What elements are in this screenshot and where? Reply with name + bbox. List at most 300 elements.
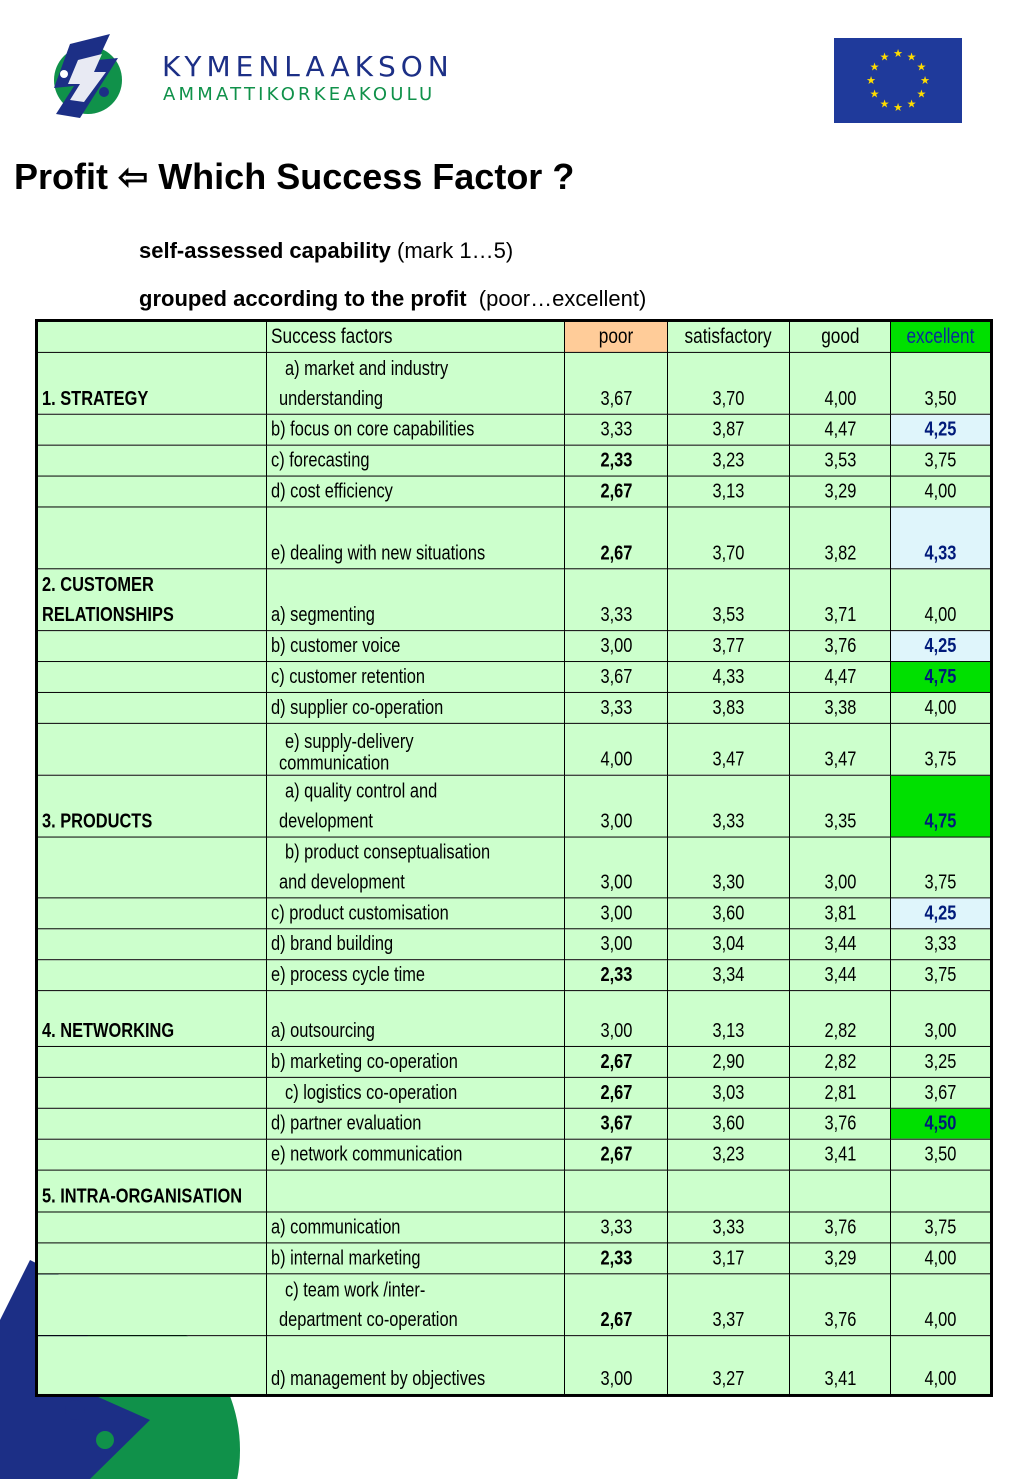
score-value: 3,29 [824, 1247, 856, 1270]
table-row [37, 775, 992, 837]
score-value: 3,81 [824, 902, 856, 925]
score-value: 3,47 [712, 748, 745, 771]
score-poor [565, 723, 668, 775]
success-factor-label: e) supply-delivery [285, 730, 414, 753]
score-value: 2,33 [600, 449, 632, 472]
score-value: 3,35 [824, 810, 856, 833]
table-row [37, 1077, 992, 1108]
score-excellent [891, 631, 992, 662]
eu-star-icon: ★ [906, 50, 917, 64]
score-satisfactory [668, 723, 790, 775]
score-satisfactory [668, 898, 790, 929]
score-value: 3,33 [600, 696, 632, 719]
success-factor-label: e) dealing with new situations [271, 542, 486, 565]
score-poor [565, 1170, 668, 1212]
score-excellent [891, 1139, 992, 1170]
eu-star-icon: ★ [869, 60, 880, 74]
score-satisfactory [668, 445, 790, 476]
score-value: 3,67 [600, 387, 632, 410]
score-poor [565, 1139, 668, 1170]
success-factor-label: a) market and industry [285, 357, 449, 380]
score-value: 4,33 [924, 542, 957, 565]
score-value: 2,67 [600, 1309, 632, 1332]
group-cell [37, 723, 267, 775]
score-excellent [891, 1170, 992, 1212]
success-factor-cell [267, 476, 565, 507]
success-factor-cell [267, 1336, 565, 1396]
table-row [37, 1212, 992, 1243]
score-good [790, 929, 891, 960]
score-value: 4,00 [924, 1368, 957, 1390]
score-satisfactory [668, 352, 790, 414]
success-factor-cell [267, 775, 565, 837]
success-factor-label: and development [279, 871, 405, 894]
success-factor-cell [267, 662, 565, 693]
group-cell [37, 837, 267, 898]
success-factor-label: c) customer retention [271, 666, 426, 688]
success-factor-label: communication [279, 752, 390, 775]
subtitle-profit-bold: grouped according to the profit [139, 286, 467, 311]
score-value: 3,53 [824, 449, 856, 472]
success-factor-label: c) team work /inter- [285, 1279, 426, 1302]
logo-subtitle: AMMATTIKORKEAKOULU [163, 84, 436, 105]
table-row [37, 1108, 992, 1139]
table-row [37, 1274, 992, 1336]
score-satisfactory [668, 775, 790, 837]
success-factor-label: d) brand building [271, 933, 394, 956]
eu-star-icon: ★ [866, 74, 876, 87]
score-satisfactory [668, 662, 790, 693]
success-factor-cell [267, 837, 565, 898]
score-poor [565, 352, 668, 414]
score-good [790, 445, 891, 476]
score-value: 3,76 [824, 635, 856, 658]
score-value: 3,76 [824, 1309, 856, 1332]
score-value: 4,25 [924, 418, 957, 441]
score-value: 3,03 [712, 1081, 745, 1104]
eu-star-icon: ★ [893, 47, 903, 60]
score-value: 3,67 [600, 1112, 632, 1135]
score-value: 3,33 [600, 1216, 632, 1239]
eu-star-icon: ★ [906, 97, 917, 111]
score-good [790, 1274, 891, 1336]
score-good [790, 1139, 891, 1170]
subtitle-capability [139, 238, 513, 264]
score-satisfactory [668, 837, 790, 898]
score-value: 3,13 [712, 1020, 745, 1042]
header-poor-text: poor [598, 324, 634, 348]
eu-stars-icon [834, 38, 962, 123]
score-poor [565, 1336, 668, 1396]
header-success-factors [267, 320, 565, 352]
score-excellent [891, 692, 992, 723]
success-factor-cell [267, 445, 565, 476]
table-row [37, 929, 992, 960]
score-value: 2,90 [712, 1050, 745, 1073]
score-value: 3,00 [600, 902, 632, 925]
score-poor [565, 662, 668, 693]
score-value: 3,00 [600, 810, 632, 833]
score-satisfactory [668, 929, 790, 960]
group-cell [37, 929, 267, 960]
score-value: 3,17 [712, 1247, 745, 1270]
score-satisfactory [668, 1077, 790, 1108]
score-value: 4,75 [924, 810, 957, 833]
score-value: 3,75 [924, 449, 957, 472]
score-good [790, 1108, 891, 1139]
success-factor-cell [267, 692, 565, 723]
eu-star-icon: ★ [869, 87, 880, 101]
score-value: 3,25 [924, 1050, 957, 1073]
group-label: 5. INTRA-ORGANISATION [42, 1185, 243, 1208]
score-value: 2,33 [600, 1247, 632, 1270]
header-poor [565, 320, 668, 352]
score-value: 3,50 [924, 1143, 957, 1166]
success-factor-cell [267, 1108, 565, 1139]
score-value: 3,38 [824, 696, 856, 719]
score-poor [565, 692, 668, 723]
score-satisfactory [668, 991, 790, 1047]
eu-star-icon: ★ [879, 50, 890, 64]
group-cell [37, 1212, 267, 1243]
group-cell [37, 507, 267, 569]
success-factor-cell [267, 723, 565, 775]
score-value: 3,75 [924, 871, 957, 894]
score-value: 3,00 [600, 635, 632, 658]
score-good [790, 837, 891, 898]
score-value: 3,67 [600, 666, 632, 688]
score-good [790, 631, 891, 662]
header-good-text: good [820, 324, 860, 348]
score-value: 4,33 [712, 666, 745, 688]
score-value: 2,33 [600, 964, 632, 987]
score-value: 3,41 [824, 1143, 856, 1166]
score-excellent [891, 1336, 992, 1396]
group-cell [37, 1077, 267, 1108]
score-value: 3,70 [712, 542, 745, 565]
score-poor [565, 1108, 668, 1139]
success-factor-label: d) supplier co-operation [271, 696, 444, 719]
table-row [37, 991, 992, 1047]
success-factor-label: e) network communication [271, 1143, 463, 1166]
score-good [790, 352, 891, 414]
group-cell [37, 898, 267, 929]
subtitle-profit-normal: (poor…excellent) [466, 286, 647, 311]
success-factor-label: c) forecasting [271, 449, 370, 472]
header-satisfactory-text: satisfactory [684, 324, 773, 348]
score-value: 4,00 [824, 387, 856, 410]
eu-star-icon: ★ [893, 101, 903, 114]
success-factor-cell [267, 1046, 565, 1077]
score-value: 3,00 [924, 1020, 957, 1042]
success-factor-label: b) marketing co-operation [271, 1050, 458, 1073]
header-group [37, 320, 267, 352]
score-good [790, 991, 891, 1047]
page-title [14, 156, 574, 198]
success-factor-cell [267, 991, 565, 1047]
score-satisfactory [668, 1336, 790, 1396]
score-poor [565, 960, 668, 991]
score-value: 2,82 [824, 1050, 856, 1073]
score-excellent [891, 1077, 992, 1108]
success-factor-cell [267, 1212, 565, 1243]
success-factor-cell [267, 1243, 565, 1274]
score-poor [565, 476, 668, 507]
table-row [37, 837, 992, 898]
score-poor [565, 414, 668, 445]
success-factor-label: a) communication [271, 1216, 401, 1239]
score-value: 3,82 [824, 542, 856, 565]
score-excellent [891, 662, 992, 693]
score-satisfactory [668, 1170, 790, 1212]
subtitle-capability-normal: (mark 1…5) [390, 238, 514, 263]
table-row [37, 1170, 992, 1212]
score-value: 3,13 [712, 480, 745, 503]
score-value: 2,67 [600, 480, 632, 503]
score-value: 3,75 [924, 748, 957, 771]
header-excellent [891, 320, 992, 352]
success-factor-cell [267, 1077, 565, 1108]
score-value: 4,50 [924, 1112, 957, 1135]
score-value: 3,33 [712, 810, 745, 833]
score-value: 2,81 [824, 1081, 856, 1104]
table-row [37, 569, 992, 631]
score-value: 3,41 [824, 1368, 856, 1390]
group-cell [37, 445, 267, 476]
score-satisfactory [668, 569, 790, 631]
score-value: 3,23 [712, 449, 745, 472]
score-excellent [891, 1108, 992, 1139]
score-value: 3,60 [712, 1112, 745, 1135]
score-satisfactory [668, 507, 790, 569]
score-poor [565, 1077, 668, 1108]
score-value: 3,00 [600, 871, 632, 894]
score-excellent [891, 476, 992, 507]
score-excellent [891, 991, 992, 1047]
score-poor [565, 569, 668, 631]
score-value: 3,53 [712, 604, 745, 627]
score-excellent [891, 507, 992, 569]
group-cell [37, 1139, 267, 1170]
score-value: 3,30 [712, 871, 745, 894]
group-cell [37, 1046, 267, 1077]
logo [40, 30, 454, 122]
group-cell [37, 1243, 267, 1274]
score-value: 2,67 [600, 1050, 632, 1073]
score-value: 3,70 [712, 387, 745, 410]
table-row [37, 476, 992, 507]
success-factor-label: c) logistics co-operation [285, 1081, 458, 1104]
score-satisfactory [668, 1274, 790, 1336]
group-cell [37, 662, 267, 693]
success-factor-label: b) product conseptualisation [285, 841, 491, 864]
group-cell [37, 569, 267, 631]
group-label: 4. NETWORKING [42, 1020, 175, 1042]
table-row [37, 662, 992, 693]
score-good [790, 1212, 891, 1243]
success-factor-label: d) cost efficiency [271, 480, 393, 503]
score-good [790, 414, 891, 445]
score-excellent [891, 837, 992, 898]
group-cell [37, 414, 267, 445]
score-value: 3,00 [824, 871, 856, 894]
header-satisfactory [668, 320, 790, 352]
table-row [37, 352, 992, 414]
score-excellent [891, 1274, 992, 1336]
score-value: 3,33 [924, 933, 957, 956]
group-label: 1. STRATEGY [42, 387, 149, 410]
logo-mark-icon [40, 30, 136, 122]
left-arrow-icon: ⇦ [118, 156, 149, 197]
success-factor-label: a) segmenting [271, 604, 375, 627]
table-row [37, 1139, 992, 1170]
success-factor-cell [267, 569, 565, 631]
score-value: 3,76 [824, 1112, 856, 1135]
header-excellent-text: excellent [906, 324, 975, 348]
success-factor-table [35, 319, 993, 1397]
score-value: 4,00 [924, 604, 957, 627]
group-cell [37, 1336, 267, 1396]
score-value: 3,44 [824, 964, 856, 987]
score-good [790, 1243, 891, 1274]
group-cell [37, 1274, 267, 1336]
score-good [790, 692, 891, 723]
score-excellent [891, 929, 992, 960]
score-satisfactory [668, 1108, 790, 1139]
group-cell [37, 476, 267, 507]
group-cell [37, 991, 267, 1047]
score-value: 3,23 [712, 1143, 745, 1166]
group-cell [37, 692, 267, 723]
success-factor-label: b) internal marketing [271, 1247, 421, 1270]
score-poor [565, 1212, 668, 1243]
success-factor-cell [267, 414, 565, 445]
eu-flag-icon [834, 38, 962, 123]
score-value: 3,71 [824, 604, 856, 627]
score-value: 3,00 [600, 1020, 632, 1042]
score-poor [565, 631, 668, 662]
group-cell [37, 352, 267, 414]
table-row [37, 1243, 992, 1274]
score-value: 3,75 [924, 1216, 957, 1239]
success-factor-label: understanding [279, 387, 383, 410]
score-satisfactory [668, 960, 790, 991]
score-good [790, 723, 891, 775]
success-factor-label: c) product customisation [271, 902, 449, 925]
table-row [37, 631, 992, 662]
score-excellent [891, 898, 992, 929]
table-row [37, 445, 992, 476]
score-value: 2,67 [600, 1143, 632, 1166]
score-satisfactory [668, 414, 790, 445]
success-factor-cell [267, 1139, 565, 1170]
table-row [37, 1336, 992, 1396]
score-good [790, 662, 891, 693]
success-factor-label: d) management by objectives [271, 1368, 486, 1390]
score-value: 4,00 [600, 748, 632, 771]
score-satisfactory [668, 692, 790, 723]
success-factor-label: b) focus on core capabilities [271, 418, 475, 441]
success-factor-cell [267, 631, 565, 662]
score-excellent [891, 569, 992, 631]
score-value: 3,60 [712, 902, 745, 925]
success-factor-cell [267, 898, 565, 929]
success-factor-cell [267, 1274, 565, 1336]
score-value: 3,00 [600, 1368, 632, 1390]
score-value: 3,04 [712, 933, 745, 956]
subtitle-profit [139, 286, 646, 312]
title-right: Which Success Factor ? [158, 156, 575, 197]
table-row [37, 723, 992, 775]
score-good [790, 507, 891, 569]
score-satisfactory [668, 1046, 790, 1077]
table-row [37, 692, 992, 723]
title-left: Profit [14, 156, 108, 197]
score-value: 3,44 [824, 933, 856, 956]
score-good [790, 1170, 891, 1212]
score-value: 4,25 [924, 635, 957, 658]
score-poor [565, 929, 668, 960]
header-good [790, 320, 891, 352]
score-value: 2,67 [600, 542, 632, 565]
score-excellent [891, 1243, 992, 1274]
score-value: 3,77 [712, 635, 745, 658]
score-value: 3,33 [600, 604, 632, 627]
score-value: 2,67 [600, 1081, 632, 1104]
score-excellent [891, 414, 992, 445]
score-value: 3,87 [712, 418, 745, 441]
score-value: 4,00 [924, 1247, 957, 1270]
score-excellent [891, 445, 992, 476]
score-poor [565, 507, 668, 569]
score-value: 2,82 [824, 1020, 856, 1042]
score-value: 3,76 [824, 1216, 856, 1239]
score-value: 3,83 [712, 696, 745, 719]
eu-star-icon: ★ [916, 87, 927, 101]
score-excellent [891, 1212, 992, 1243]
table-row [37, 960, 992, 991]
score-poor [565, 1274, 668, 1336]
success-factor-label: development [279, 810, 373, 833]
success-factor-label: b) customer voice [271, 635, 401, 658]
table-header-row [37, 320, 992, 352]
score-good [790, 476, 891, 507]
success-factor-cell [267, 960, 565, 991]
score-poor [565, 991, 668, 1047]
score-good [790, 569, 891, 631]
group-cell [37, 1108, 267, 1139]
score-excellent [891, 723, 992, 775]
score-poor [565, 1243, 668, 1274]
score-value: 3,47 [824, 748, 856, 771]
score-value: 3,33 [712, 1216, 745, 1239]
success-factor-label: department co-operation [279, 1309, 458, 1332]
score-poor [565, 775, 668, 837]
score-excellent [891, 352, 992, 414]
score-value: 4,75 [924, 666, 957, 688]
score-value: 4,25 [924, 902, 957, 925]
eu-star-icon: ★ [920, 74, 930, 87]
score-value: 4,00 [924, 1309, 957, 1332]
header-success-factors-text: Success factors [271, 324, 393, 348]
eu-star-icon: ★ [916, 60, 927, 74]
score-poor [565, 837, 668, 898]
score-value: 4,00 [924, 696, 957, 719]
success-factor-cell [267, 1170, 565, 1212]
score-satisfactory [668, 476, 790, 507]
table-row [37, 898, 992, 929]
score-value: 3,00 [600, 933, 632, 956]
